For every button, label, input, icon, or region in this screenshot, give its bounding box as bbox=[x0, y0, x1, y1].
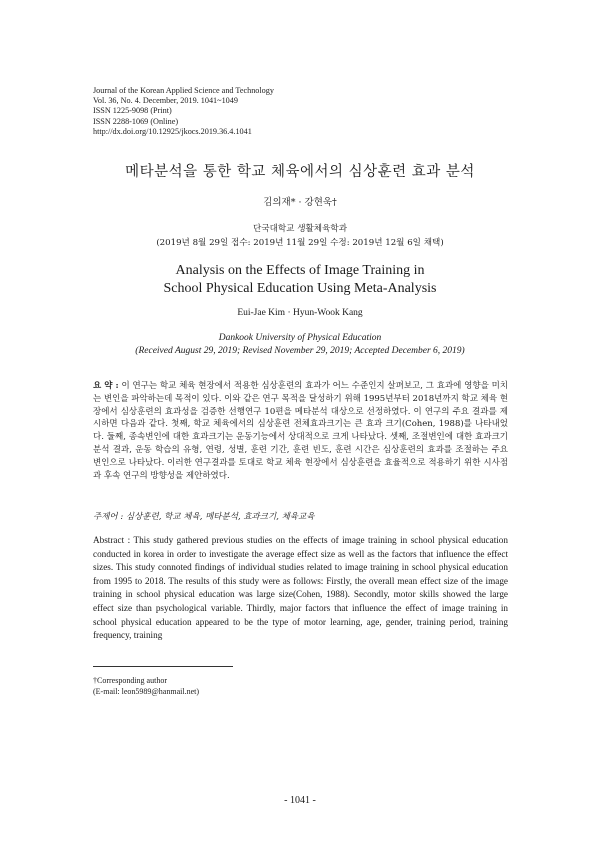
title-english-line1: Analysis on the Effects of Image Training in bbox=[175, 263, 425, 278]
title-english-line2: School Physical Education Using Meta-Analysis bbox=[163, 281, 437, 296]
authors-english: Eui-Jae Kim · Hyun-Wook Kang bbox=[237, 308, 363, 318]
authors-korean: 김의재* · 강현욱† bbox=[263, 197, 337, 208]
abstract-english: Abstract : This study gathered previous studies on the effects of image training in school physical education conducted in korea in order to investigate the average effect size as well as the factors that influence the effect sizes. This study connoted findings of individual studies related to image training in school physical education from 1995 to 2018. The results of this study were as follows: Firstly, the overall mean effect size of the image training in school physical education was large size(Cohen, 1988). Secondly, motor skills showed the large effect size than psychological variable. Thirdly, major factors that influence the effect of image training in school physical education appeared to be the type of motor learning, age, gender, training period, training frequency, training bbox=[93, 535, 508, 641]
footnote-email: (E-mail: leon5989@hanmail.net) bbox=[93, 687, 200, 696]
title-korean: 메타분석을 통한 학교 체육에서의 심상훈련 효과 분석 bbox=[125, 164, 475, 180]
affiliation-english: Dankook University of Physical Education bbox=[218, 333, 382, 343]
journal-name: Journal of the Korean Applied Science and Technology bbox=[93, 86, 274, 95]
footnote bbox=[93, 675, 199, 697]
journal-doi: http://dx.doi.org/10.12925/jkocs.2019.36.4.1041 bbox=[93, 126, 252, 136]
dates-korean: (2019년 8월 29일 접수: 2019년 11월 29일 수정: 2019년 12월 6일 채택) bbox=[156, 238, 444, 248]
page-number: - 1041 - bbox=[284, 795, 316, 806]
footnote-divider bbox=[93, 666, 233, 667]
footnote-corresponding: †Corresponding author bbox=[93, 676, 167, 685]
title-english bbox=[0, 262, 600, 298]
keywords-korean: 주제어 : 심상훈련, 학교 체육, 메타분석, 효과크기, 체육교육 bbox=[93, 512, 315, 522]
journal-info bbox=[93, 86, 274, 137]
affiliation-korean: 단국대학교 생활체육학과 bbox=[252, 224, 348, 234]
abstract-korean bbox=[93, 380, 508, 482]
abstract-korean-label: 요 약 : bbox=[93, 381, 119, 391]
dates-english: (Received August 29, 2019; Revised November 29, 2019; Accepted December 6, 2019) bbox=[135, 346, 465, 356]
journal-issn-print: ISSN 1225-9098 (Print) bbox=[93, 106, 172, 116]
journal-volume: Vol. 36, No. 4. December, 2019. 1041~1049 bbox=[93, 96, 238, 106]
abstract-korean-text: 이 연구는 학교 체육 현장에서 적용한 심상훈련의 효과가 어느 수준인지 살펴보고, 그 효과에 영향을 미치는 변인을 파악하는데 목적이 있다. 이와 같은 연구 목적을 달성하기 위해 1995년부터 2018년까지 학교 체육 현장에서 심상훈련의 효과성을 검증한 선행연구 10편을 메타분석 대상으로 선정하였다. 이 연구의 주요 결과를 제시하면 다음과 같다. 첫째, 학교 체육에서의 심상훈련 전체효과크기는 큰 효과 크기(Cohen, 1988)를 나타내었다. 둘째, 종속변인에 대한 효과크기는 운동기능에서 상대적으로 크게 나타났다. 셋째, 조절변인에 대한 효과크기 분석 결과, 운동 학습의 유형, 연령, 성별, 훈련 기간, 훈련 빈도, 훈련 시간은 심상훈련의 효과를 조절하는 주요 변인으로 나타났다. 이러한 연구결과를 토대로 학교 체육 현장에서 심상훈련을 효율적으로 적용하기 위한 시사점과 후속 연구의 방향성을 제안하였다. bbox=[93, 381, 509, 481]
journal-issn-online: ISSN 2288-1069 (Online) bbox=[93, 116, 179, 126]
